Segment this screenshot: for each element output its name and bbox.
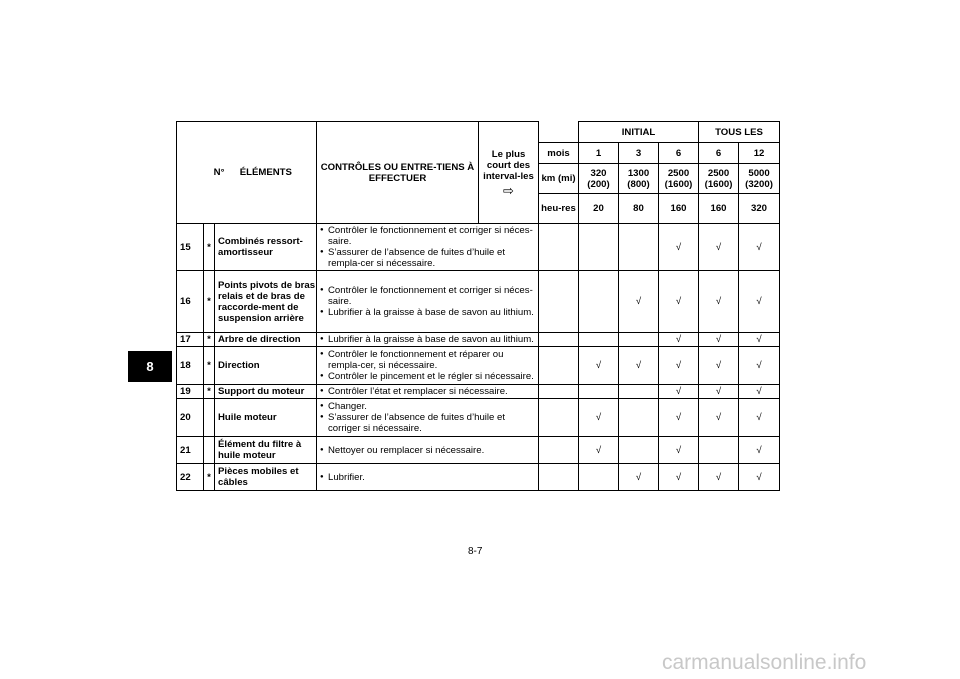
row-star: * <box>204 347 215 385</box>
header-initial: INITIAL <box>579 122 699 143</box>
header-no-elements <box>177 122 317 224</box>
action-item: ● Nettoyer ou remplacer si nécessaire. <box>320 445 536 456</box>
check-mark <box>619 399 659 437</box>
header-months-value: 1 <box>579 143 619 164</box>
check-mark <box>579 271 619 333</box>
table-row <box>177 399 780 437</box>
header-shortest: Le plus court des interval-les ⇨ <box>479 122 539 224</box>
header-hours-value: 20 <box>579 194 619 224</box>
row-element-name: Direction <box>215 347 317 385</box>
row-blank <box>539 347 579 385</box>
check-mark: √ <box>699 333 739 347</box>
check-mark: √ <box>659 437 699 464</box>
row-blank <box>539 224 579 271</box>
row-blank <box>539 333 579 347</box>
header-hours-value: 320 <box>739 194 780 224</box>
action-item: ● Contrôler le fonctionnement et corriger si néces-saire. <box>320 225 536 247</box>
check-mark: √ <box>699 224 739 271</box>
header-every: TOUS LES <box>699 122 780 143</box>
check-mark: √ <box>739 333 780 347</box>
check-mark <box>579 333 619 347</box>
header-km-value: 5000 (3200) <box>739 164 780 194</box>
row-number: 20 <box>177 399 204 437</box>
check-mark: √ <box>739 271 780 333</box>
row-element-name: Pièces mobiles et câbles <box>215 464 317 491</box>
header-km-label: km (mi) <box>539 164 579 194</box>
header-km-value: 1300 (800) <box>619 164 659 194</box>
action-item: ● Lubrifier à la graisse à base de savon au lithium. <box>320 334 536 345</box>
check-mark <box>579 464 619 491</box>
row-blank <box>539 271 579 333</box>
row-blank <box>539 437 579 464</box>
header-hours-value: 80 <box>619 194 659 224</box>
row-number: 16 <box>177 271 204 333</box>
check-mark: √ <box>659 224 699 271</box>
chapter-tab: 8 <box>128 351 172 382</box>
table-row <box>177 385 780 399</box>
row-number: 18 <box>177 347 204 385</box>
check-mark: √ <box>659 464 699 491</box>
row-actions <box>317 399 539 437</box>
header-hours-value: 160 <box>659 194 699 224</box>
action-item: ● Changer. <box>320 401 536 412</box>
row-star: * <box>204 333 215 347</box>
row-number: 21 <box>177 437 204 464</box>
check-mark: √ <box>699 385 739 399</box>
check-mark: √ <box>659 347 699 385</box>
header-hours-label: heu-res <box>539 194 579 224</box>
row-number: 15 <box>177 224 204 271</box>
check-mark: √ <box>619 271 659 333</box>
action-item: ● Contrôler l’état et remplacer si nécessaire. <box>320 386 536 397</box>
table-row <box>177 347 780 385</box>
row-star: * <box>204 464 215 491</box>
header-months-value: 6 <box>659 143 699 164</box>
check-mark: √ <box>739 347 780 385</box>
maintenance-table <box>176 121 780 491</box>
check-mark: √ <box>659 399 699 437</box>
row-star: * <box>204 271 215 333</box>
check-mark: √ <box>579 437 619 464</box>
check-mark <box>619 224 659 271</box>
table-row <box>177 437 780 464</box>
check-mark: √ <box>659 385 699 399</box>
row-element-name: Support du moteur <box>215 385 317 399</box>
row-element-name: Combinés ressort-amortisseur <box>215 224 317 271</box>
check-mark: √ <box>659 271 699 333</box>
action-item: ● Contrôler le fonctionnement et corriger si néces-saire. <box>320 285 536 307</box>
row-element-name: Points pivots de bras relais et de bras de raccorde-ment de suspension arrière <box>215 271 317 333</box>
check-mark: √ <box>699 347 739 385</box>
table-row <box>177 224 780 271</box>
header-months-label: mois <box>539 143 579 164</box>
arrow-right-icon: ⇨ <box>503 183 514 198</box>
action-item: ● Lubrifier à la graisse à base de savon au lithium. <box>320 307 536 318</box>
check-mark <box>699 437 739 464</box>
action-item: ● S’assurer de l’absence de fuites d’huile et corriger si nécessaire. <box>320 412 536 434</box>
check-mark: √ <box>739 224 780 271</box>
action-item: ● Contrôler le pincement et le régler si nécessaire. <box>320 371 536 382</box>
row-element-name: Huile moteur <box>215 399 317 437</box>
check-mark <box>619 333 659 347</box>
row-number: 22 <box>177 464 204 491</box>
row-star: * <box>204 224 215 271</box>
check-mark: √ <box>699 399 739 437</box>
check-mark: √ <box>579 347 619 385</box>
row-actions <box>317 385 539 399</box>
header-months-value: 6 <box>699 143 739 164</box>
table-row <box>177 271 780 333</box>
row-blank <box>539 464 579 491</box>
check-mark: √ <box>619 347 659 385</box>
check-mark <box>619 437 659 464</box>
header-months-value: 3 <box>619 143 659 164</box>
row-blank <box>539 385 579 399</box>
header-months-value: 12 <box>739 143 780 164</box>
table-row <box>177 464 780 491</box>
row-star: * <box>204 385 215 399</box>
check-mark: √ <box>659 333 699 347</box>
header-no: N° <box>213 167 225 178</box>
header-km-value: 320 (200) <box>579 164 619 194</box>
header-checks: CONTRÔLES OU ENTRE-TIENS À EFFECTUER <box>317 122 479 224</box>
page-number: 8-7 <box>468 546 483 557</box>
header-km-value: 2500 (1600) <box>699 164 739 194</box>
row-number: 19 <box>177 385 204 399</box>
check-mark: √ <box>739 464 780 491</box>
row-number: 17 <box>177 333 204 347</box>
row-actions <box>317 333 539 347</box>
row-star <box>204 399 215 437</box>
table-row <box>177 333 780 347</box>
check-mark: √ <box>739 437 780 464</box>
header-elements: ÉLÉMENTS <box>239 167 292 178</box>
check-mark <box>619 385 659 399</box>
row-actions <box>317 347 539 385</box>
check-mark: √ <box>739 399 780 437</box>
row-element-name: Arbre de direction <box>215 333 317 347</box>
header-km-value: 2500 (1600) <box>659 164 699 194</box>
row-actions <box>317 464 539 491</box>
row-element-name: Élément du filtre à huile moteur <box>215 437 317 464</box>
action-item: ● Lubrifier. <box>320 472 536 483</box>
check-mark: √ <box>699 464 739 491</box>
action-item: ● S’assurer de l’absence de fuites d’huile et rempla-cer si nécessaire. <box>320 247 536 269</box>
check-mark <box>579 385 619 399</box>
row-star <box>204 437 215 464</box>
watermark: carmanualsonline.info <box>662 651 867 674</box>
check-mark: √ <box>699 271 739 333</box>
check-mark: √ <box>619 464 659 491</box>
row-actions <box>317 271 539 333</box>
check-mark: √ <box>739 385 780 399</box>
row-actions <box>317 437 539 464</box>
check-mark <box>579 224 619 271</box>
header-hours-value: 160 <box>699 194 739 224</box>
row-blank <box>539 399 579 437</box>
check-mark: √ <box>579 399 619 437</box>
row-actions <box>317 224 539 271</box>
action-item: ● Contrôler le fonctionnement et réparer ou rempla-cer, si nécessaire. <box>320 349 536 371</box>
